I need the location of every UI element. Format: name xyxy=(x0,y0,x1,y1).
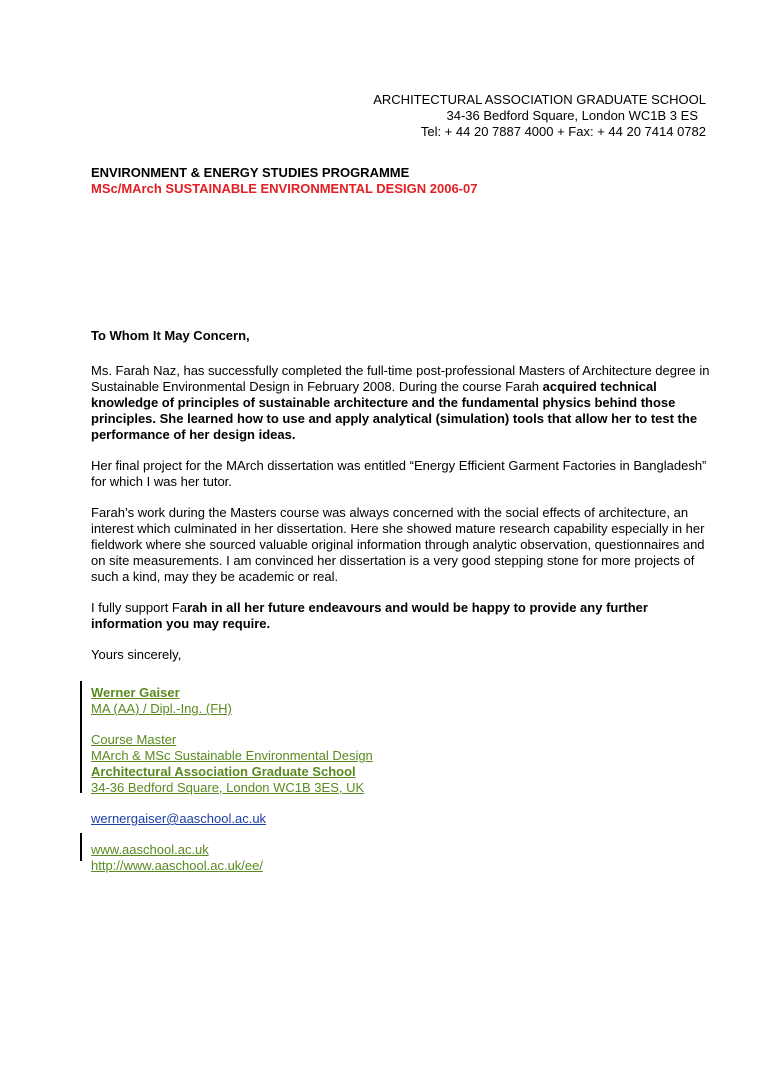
paragraph-1-text: Ms. Farah Naz, has successfully completed the full-time post-professional Masters of Architecture degree in Sustainable Environmental Design in February 2008. During the course Farah xyxy=(91,363,710,394)
signer-role: Course Master xyxy=(91,732,177,747)
website-link[interactable]: www.aaschool.ac.uk xyxy=(91,842,209,857)
school-phone-fax: Tel: + 44 20 7887 4000 + Fax: + 44 20 7414 0782 xyxy=(420,124,706,139)
signer-course: MArch & MSc Sustainable Environmental Design xyxy=(91,748,373,763)
letterhead xyxy=(286,92,706,140)
paragraph-4 xyxy=(91,600,711,632)
signature-block xyxy=(91,685,711,874)
paragraph-4-text: I fully support Fa xyxy=(91,600,188,615)
signer-school: Architectural Association Graduate School xyxy=(91,764,356,779)
paragraph-4-bold: rah in all her future endeavours and would be happy to provide any further information you may require. xyxy=(91,600,648,631)
salutation: To Whom It May Concern, xyxy=(91,328,250,343)
school-address: 34-36 Bedford Square, London WC1B 3 ES xyxy=(446,108,698,123)
signature-margin-bar-2 xyxy=(80,833,82,861)
signer-name: Werner Gaiser xyxy=(91,685,180,700)
school-name: ARCHITECTURAL ASSOCIATION GRADUATE SCHOOL xyxy=(373,92,706,107)
paragraph-3: Farah’s work during the Masters course was always concerned with the social effects of architecture, an interest which culminated in her dissertation. Here she showed mature research capability especially in her fieldwork where she sourced valuable original information through analytic observation, questionnaires and on site measurements. I am convinced her dissertation is a very good stepping stone for more projects of such a kind, may they be academic or real. xyxy=(91,505,705,584)
website-ee-link[interactable]: http://www.aaschool.ac.uk/ee/ xyxy=(91,858,263,873)
programme-heading xyxy=(91,165,711,197)
letter-body xyxy=(91,328,711,678)
signer-address: 34-36 Bedford Square, London WC1B 3ES, UK xyxy=(91,780,365,795)
paragraph-2: Her final project for the MArch dissertation was entitled “Energy Efficient Garment Factories in Bangladesh” for which I was her tutor. xyxy=(91,458,707,489)
course-title: MSc/MArch SUSTAINABLE ENVIRONMENTAL DESIGN 2006-07 xyxy=(91,181,478,196)
programme-title: ENVIRONMENT & ENERGY STUDIES PROGRAMME xyxy=(91,165,410,180)
signature-margin-bar xyxy=(80,681,82,793)
email-link[interactable]: wernergaiser@aaschool.ac.uk xyxy=(91,811,267,826)
signer-credentials: MA (AA) / Dipl.-Ing. (FH) xyxy=(91,701,232,716)
paragraph-1 xyxy=(91,363,711,443)
paragraph-1-bold: acquired technical knowledge of principles of sustainable architecture and the fundamental physics behind those principles. She learned how to use and apply analytical (simulation) tools that allow her to test the performance of her design ideas. xyxy=(91,379,698,442)
closing: Yours sincerely, xyxy=(91,647,182,662)
